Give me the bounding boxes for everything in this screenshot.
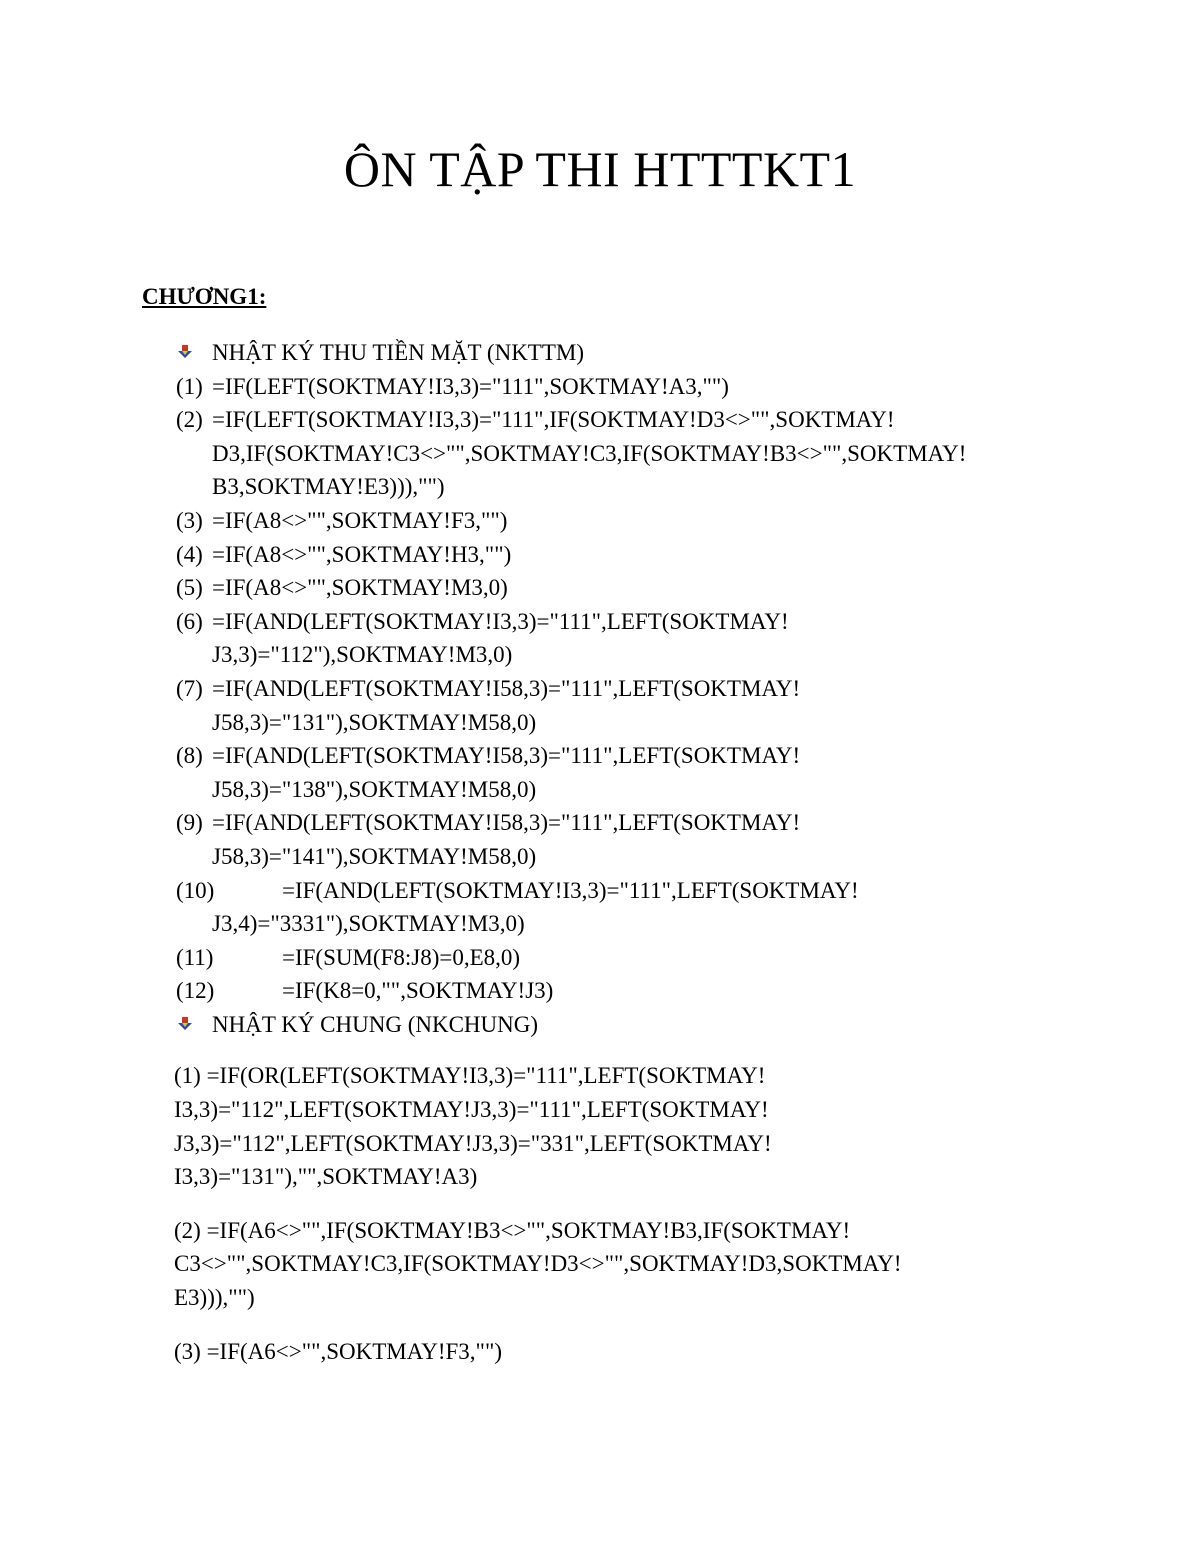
formula-item: (6) =IF(AND(LEFT(SOKTMAY!I3,3)="111",LEFT(SOKTMAY! J3,3)="112"),SOKTMAY!M3,0) (176, 608, 789, 668)
section-heading-label: NHẬT KÝ CHUNG (NKCHUNG) (212, 1011, 539, 1037)
section-heading-nkttm (176, 336, 1076, 370)
formula-item: (11) =IF(SUM(F8:J8)=0,E8,0) (176, 944, 521, 970)
document-body (176, 336, 1076, 1368)
section-heading-label: NHẬT KÝ THU TIỀN MẶT (NKTTM) (212, 340, 585, 365)
section-heading-nkchung (176, 1008, 1076, 1042)
formula-item: (8) =IF(AND(LEFT(SOKTMAY!I58,3)="111",LEFT(SOKTMAY! J58,3)="138"),SOKTMAY!M58,0) (176, 743, 801, 802)
formula-item: (9) =IF(AND(LEFT(SOKTMAY!I58,3)="111",LEFT(SOKTMAY! J58,3)="141"),SOKTMAY!M58,0) (176, 810, 801, 869)
formula-item: (2) =IF(LEFT(SOKTMAY!I3,3)="111",IF(SOKTMAY!D3<>"",SOKTMAY! D3,IF(SOKTMAY!C3<>"",SOKTMAY!C3,IF(SOKTMAY!B3<>"",SOKTMAY! B3,SOKTMAY!E3))),"") (176, 407, 967, 500)
formula-block: (2) =IF(A6<>"",IF(SOKTMAY!B3<>"",SOKTMAY!B3,IF(SOKTMAY! C3<>"",SOKTMAY!C3,IF(SOKTMAY!D3<>"",SOKTMAY!D3,SOKTMAY! E3))),"") (174, 1217, 902, 1311)
formula-item: (12) =IF(K8=0,"",SOKTMAY!J3) (176, 978, 554, 1004)
page-title: ÔN TẬP THI HTTTKT1 (343, 141, 857, 197)
formula-block: (3) =IF(A6<>"",SOKTMAY!F3,"") (174, 1338, 502, 1364)
formula-item: (3) =IF(A8<>"",SOKTMAY!F3,"") (176, 507, 508, 533)
formula-item: (10) =IF(AND(LEFT(SOKTMAY!I3,3)="111",LEFT(SOKTMAY! J3,4)="3331"),SOKTMAY!M3,0) (176, 877, 859, 937)
bullet-arrow-icon (178, 1017, 192, 1031)
formula-item: (5) =IF(A8<>"",SOKTMAY!M3,0) (176, 575, 508, 601)
formula-item: (1) =IF(LEFT(SOKTMAY!I3,3)="111",SOKTMAY!A3,"") (176, 373, 729, 399)
formula-item: (7) =IF(AND(LEFT(SOKTMAY!I58,3)="111",LEFT(SOKTMAY! J58,3)="131"),SOKTMAY!M58,0) (176, 675, 801, 735)
bullet-arrow-icon (178, 345, 192, 359)
formula-block: (1) =IF(OR(LEFT(SOKTMAY!I3,3)="111",LEFT(SOKTMAY! I3,3)="112",LEFT(SOKTMAY!J3,3)="111",LEFT(SOKTMAY! J3,3)="112",LEFT(SOKTMAY!J3,3)="331",LEFT(SOKTMAY! I3,3)="131"),"",SOKTMAY!A3) (174, 1063, 772, 1190)
formula-item: (4) =IF(A8<>"",SOKTMAY!H3,"") (176, 541, 512, 567)
chapter-heading: CHƯƠNG1: (142, 284, 267, 309)
